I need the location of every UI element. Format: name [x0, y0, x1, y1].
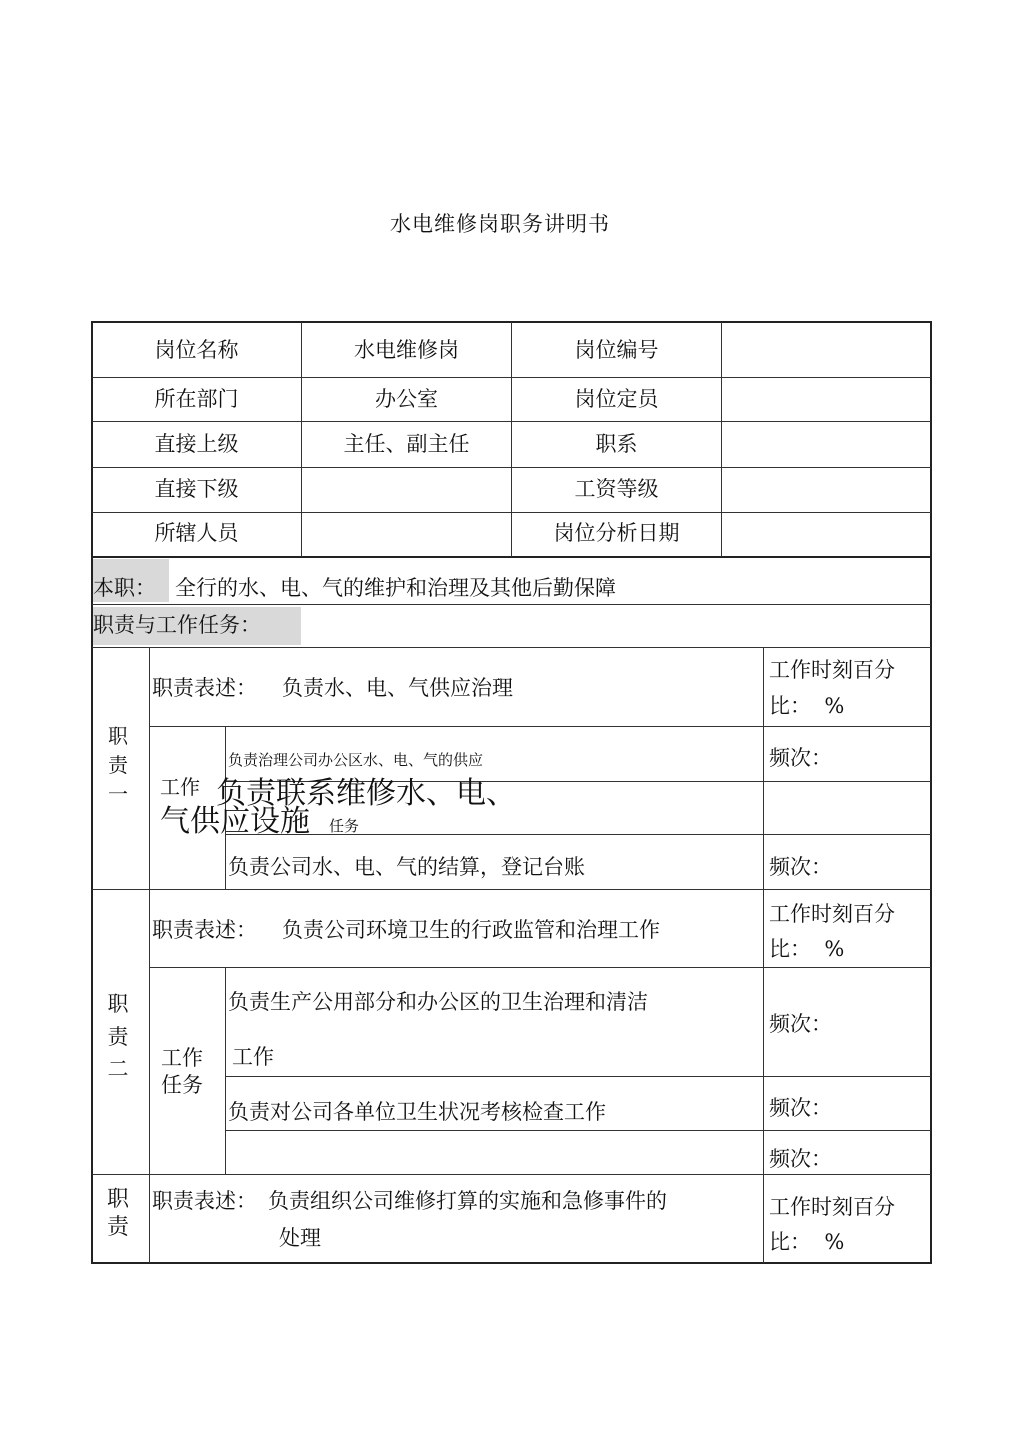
duty1-freq1: 频次： [769, 746, 832, 770]
label-subordinate: 直接下级 [154, 477, 239, 501]
duty3-desc-line1: 负责组织公司维修打算的实施和急修事件的 [268, 1189, 667, 1213]
duty1-freq3: 频次： [769, 855, 832, 879]
duty3-desc-label: 职责表述： [152, 1189, 257, 1213]
duty2-task1-line1: 负责生产公用部分和办公区的卫生治理和清洁 [228, 990, 648, 1014]
section-header: 职责与工作任务： [93, 613, 261, 637]
duty2-task-label: 工作任务 [161, 1046, 203, 1098]
duty1-pct-line2: 比： % [769, 694, 845, 718]
duty2-freq3: 频次： [769, 1147, 832, 1171]
duty1-task1: 负责治理公司办公区水、电、气的供应 [228, 751, 484, 769]
duty2-desc: 负责公司环境卫生的行政监管和治理工作 [282, 918, 660, 942]
duty1-desc: 负责水、电、气供应治理 [282, 676, 513, 700]
duty2-desc-label: 职责表述： [152, 918, 257, 942]
duty3-desc-line2: 处理 [279, 1226, 321, 1250]
label-headcount: 岗位定员 [574, 387, 659, 411]
duty2-freq1: 频次： [769, 1012, 832, 1036]
duty1-desc-label: 职责表述： [152, 676, 257, 700]
duty1-side-label: 职责一 [108, 724, 128, 806]
label-position-code: 岗位编号 [574, 338, 659, 362]
duty1-pct-line1: 工作时刻百分 [769, 658, 895, 682]
duty2-task2: 负责对公司各单位卫生状况考核检查工作 [228, 1100, 606, 1124]
value-supervisor: 主任、副主任 [343, 432, 470, 456]
duty3-side-label: 职责 [106, 1187, 129, 1240]
duty1-task2-line1: 负责联系维修水、电、 [216, 776, 516, 811]
duty1-task2-line2: 气供应设施 [160, 804, 310, 839]
value-department: 办公室 [375, 387, 438, 411]
duty3-pct-line1: 工作时刻百分 [769, 1195, 895, 1219]
duty1-task-label-b: 任务 [329, 817, 360, 835]
duty2-task1-line2: 工作 [232, 1045, 274, 1069]
duty2-side-label: 职责二 [107, 992, 129, 1082]
duty2-freq2: 频次： [769, 1096, 832, 1120]
label-position-name: 岗位名称 [154, 338, 239, 362]
value-position-name: 水电维修岗 [354, 338, 459, 362]
label-job-family: 职系 [595, 432, 638, 456]
label-salary-grade: 工资等级 [574, 477, 659, 501]
duty1-task-label: 工作 [160, 775, 200, 799]
page-title: 水电维修岗职务讲明书 [390, 212, 610, 236]
duty2-pct-line1: 工作时刻百分 [769, 902, 895, 926]
duty1-task3: 负责公司水、电、气的结算，登记台账 [228, 855, 585, 879]
label-department: 所在部门 [154, 387, 239, 411]
benzhi-text: 全行的水、电、气的维护和治理及其他后勤保障 [175, 576, 616, 600]
label-staff: 所辖人员 [154, 521, 239, 545]
benzhi-label: 本职： [93, 576, 156, 600]
duty2-pct-line2: 比： % [769, 937, 845, 961]
duty3-pct-line2: 比： % [769, 1230, 845, 1254]
label-analysis-date: 岗位分析日期 [553, 521, 680, 545]
label-supervisor: 直接上级 [154, 432, 239, 456]
